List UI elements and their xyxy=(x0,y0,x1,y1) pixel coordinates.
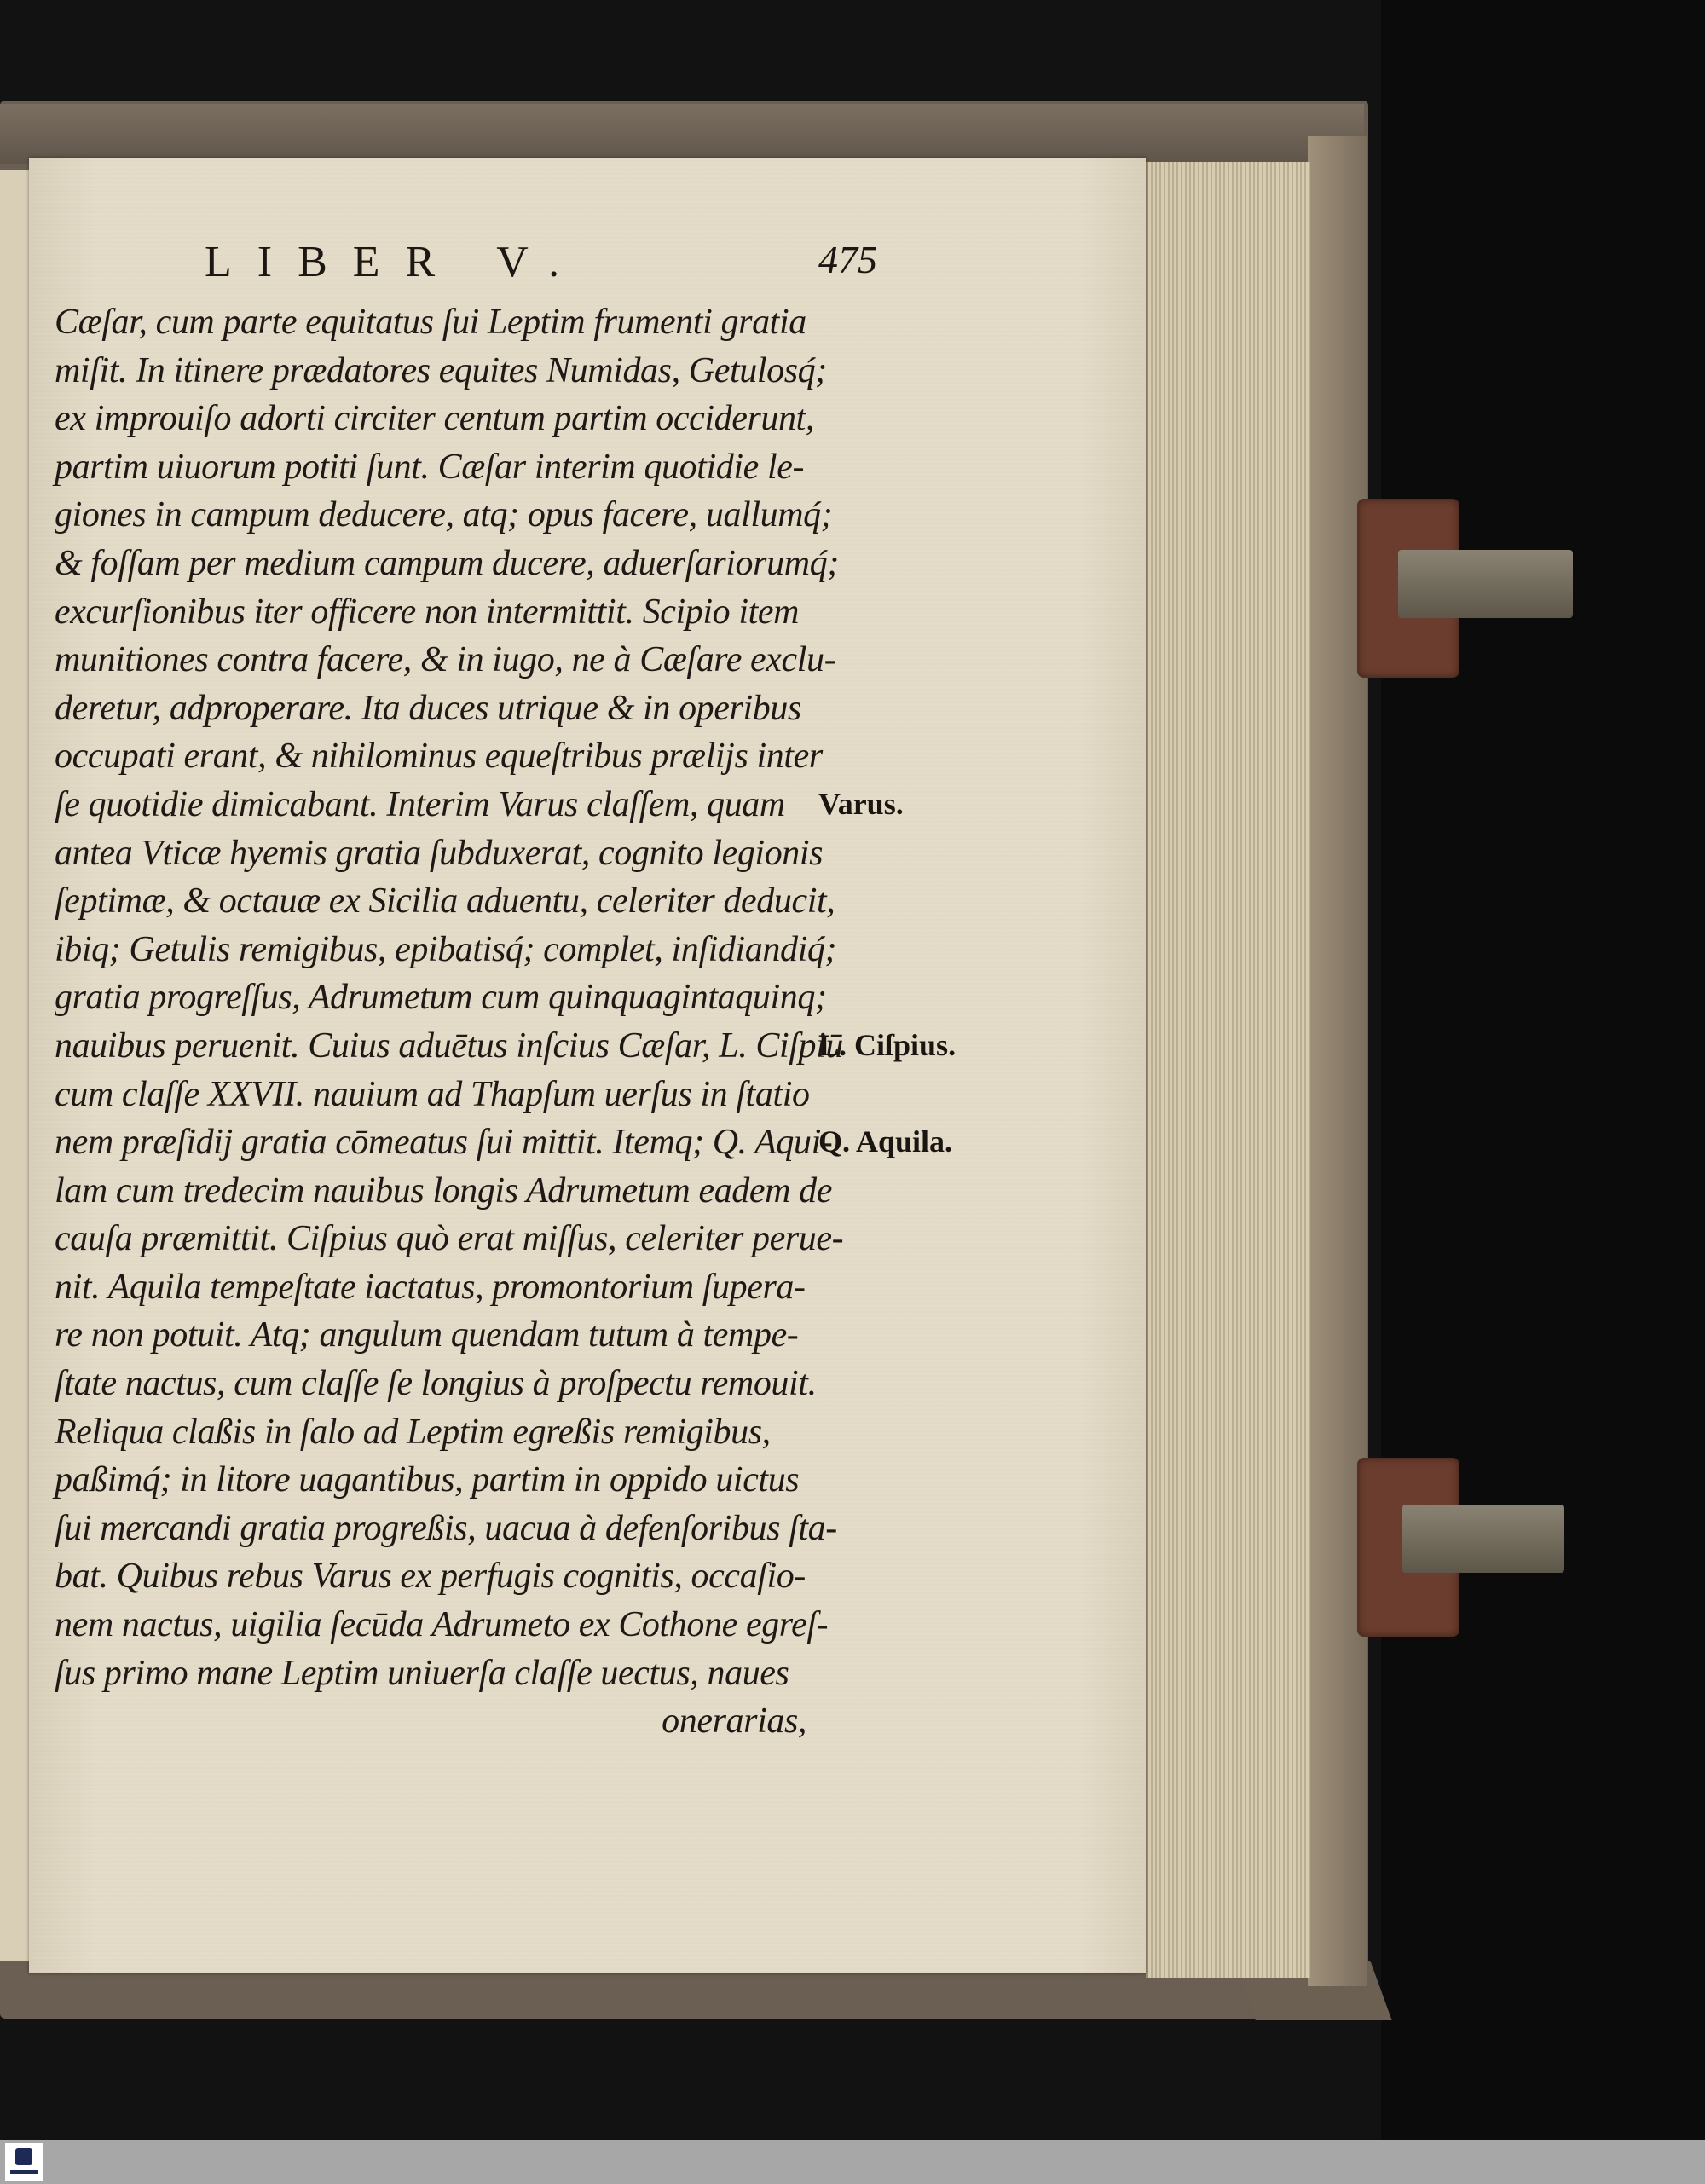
text-line: cauſa præmittit. Ciſpius quò erat miſſus, celeriter perue- xyxy=(55,1219,844,1259)
library-logo-icon xyxy=(5,2143,43,2181)
text-line: partim uiuorum potiti ſunt. Cæſar interim quotidie le- xyxy=(55,447,805,487)
running-header: LIBER V. xyxy=(205,238,586,286)
text-line: gratia progreſſus, Adrumetum cum quinquagintaquinq; xyxy=(55,978,827,1018)
text-line: ſus primo mane Leptim uniuerſa claſſe uectus, naues xyxy=(55,1653,789,1693)
text-line: deretur, adproperare. Ita duces utrique & in operibus xyxy=(55,688,801,728)
text-line: ſeptimæ, & octauæ ex Sicilia aduentu, celeriter deducit, xyxy=(55,881,835,922)
margin-note: Varus. xyxy=(818,787,904,821)
text-line: ibiq; Getulis remigibus, epibatisq́; complet, inſidiandiq́; xyxy=(55,929,837,969)
text-line: ſui mercandi gratia progreßis, uacua à defenſoribus ſta- xyxy=(55,1508,837,1548)
text-line: & foſſam per medium campum ducere, aduerſariorumq́; xyxy=(55,543,839,583)
text-line: Reliqua claßis in ſalo ad Leptim egreßis remigibus, xyxy=(55,1412,771,1452)
text-line: re non potuit. Atq; angulum quendam tutum à tempe- xyxy=(55,1315,799,1355)
margin-note: L. Ciſpius. xyxy=(818,1028,957,1062)
text-line: onerarias, xyxy=(662,1702,806,1742)
text-line: occupati erant, & nihilominus equeſtribus prælijs inter xyxy=(55,737,823,777)
book-fore-edge-leaves xyxy=(1146,162,1310,1978)
text-line: munitiones contra facere, & in iugo, ne à Cæſare exclu- xyxy=(55,640,836,680)
margin-note: Q. Aquila. xyxy=(818,1124,953,1159)
text-line: antea Vticæ hyemis gratia ſubduxerat, cognito legionis xyxy=(55,833,824,873)
upper-clasp-hinge xyxy=(1398,550,1573,618)
text-line: ex improuiſo adorti circiter centum partim occiderunt, xyxy=(55,399,814,439)
text-line: nit. Aquila tempeſtate iactatus, promontorium ſupera- xyxy=(55,1267,806,1307)
text-line: cum claſſe XXVII. nauium ad Thapſum uerſus in ſtatio xyxy=(55,1074,810,1114)
book-cover-top-edge xyxy=(0,104,1364,164)
text-line: nem nactus, uigilia ſecūda Adrumeto ex Cothone egreſ- xyxy=(55,1605,829,1645)
text-line: Cæſar, cum parte equitatus ſui Leptim frumenti gratia xyxy=(55,303,806,342)
page-number: 475 xyxy=(818,238,877,281)
left-page-edge xyxy=(0,170,31,1961)
text-line: excurſionibus iter officere non intermittit. Scipio item xyxy=(55,592,800,632)
text-line: nauibus peruenit. Cuius aduētus inſcius Cæſar, L. Ciſpiū xyxy=(55,1026,844,1066)
background xyxy=(1381,0,1705,2140)
text-line: nem præſidij gratia cōmeatus ſui mittit. Itemq; Q. Aqui- xyxy=(55,1123,833,1163)
text-line: ſe quotidie dimicabant. Interim Varus claſſem, quam xyxy=(55,784,785,824)
book-fore-edge-board xyxy=(1308,136,1367,1986)
text-line: ſtate nactus, cum claſſe ſe longius à proſpectu remouit. xyxy=(55,1364,817,1404)
text-line: giones in campum deducere, atq; opus facere, uallumq́; xyxy=(55,495,833,535)
viewer-status-bar xyxy=(0,2140,1705,2184)
text-line: lam cum tredecim nauibus longis Adrumetum eadem de xyxy=(55,1170,833,1210)
body-text xyxy=(55,298,844,1746)
text-line: paßimq́; in litore uagantibus, partim in oppido uictus xyxy=(55,1460,800,1500)
text-line: bat. Quibus rebus Varus ex perfugis cognitis, occaſio- xyxy=(55,1557,806,1597)
text-line: miſit. In itinere prædatores equites Numidas, Getulosq́; xyxy=(55,350,827,390)
lower-clasp-hinge xyxy=(1402,1505,1564,1573)
